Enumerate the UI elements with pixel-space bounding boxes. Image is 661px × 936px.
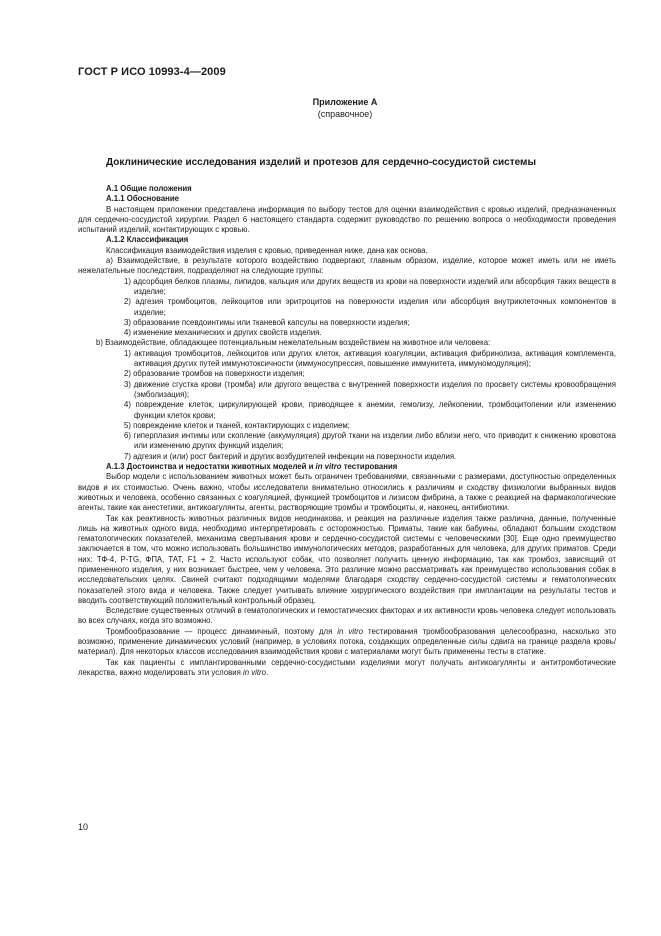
body-text — [78, 184, 616, 678]
list-item-b3: 3) движение сгустка крови (тромба) или другого вещества с внутренней поверхности изделия по просвету системы кровообращения (эмболизация); — [124, 379, 616, 399]
section-heading-a11: А.1.1 Обоснование — [106, 194, 180, 204]
p4-italic: in vitro — [337, 626, 364, 636]
paragraph-thrombus — [78, 627, 616, 658]
list-item-b7: 7) адгезия и (или) рост бактерий и других возбудителей инфекции на поверхности изделия. — [124, 451, 457, 461]
appendix-subtitle: (справочное) — [317, 109, 373, 119]
section-heading-a13 — [78, 462, 616, 472]
section-heading-a1: А.1 Общие положения — [106, 184, 192, 193]
list-item-a3: 3) образование псевдоинтимы или тканевой капсулы на поверхности изделия; — [124, 317, 410, 327]
heading-a13-pre: А.1.3 Достоинства и недостатки животных моделей и — [106, 462, 316, 472]
list-item-a2: 2) адгезия тромбоцитов, лейкоцитов или эритроцитов на поверхности изделия или абсорбция внутриклеточных компонентов в изделие; — [124, 297, 616, 317]
paragraph-anticoagulants — [78, 658, 616, 679]
paragraph-reactivity: Так как реактивность животных различных видов неодинакова, и реакция на различные изделия также различна, данные, полученные лишь на животных одного вида, необходимо интерпретировать с осторожностью. Приматы, такие как бабуины, обладают большим сходством гематологических показателей, механизма свертывания крови и сердечно-сосудистой системы с человеческими [30]. Еще одно преимущество заключается в том, что можно использовать большинство иммунологических методов, разработанных для человека, для других приматов. Среди них: ТФ-4, Р-TG, ФПА, ТАТ, F1 + 2. Часто используют собак, что позволяет получить ценную информацию, так как тромбоз, зависящий от примененного изделия, у них возникает быстрее, чем у человека. Это различие можно рассматривать как преимущество использования собак в исследовательских целях. Свиней считают подходящими моделями благодаря сходству сердечно-сосудистой системы и гематологических показателей этого вида и человека. Также следует учитывать влияние хирургического воздействия при имплантации на результаты тестов и вводить соответствующий положительный контрольный образец. — [78, 513, 616, 605]
list-item-b6: 6) гиперплазия интимы или скопление (аккумуляция) другой ткани на изделии либо вблизи него, что приводит к снижению кровотока или изменению других функций изделия; — [124, 431, 616, 451]
list-item-b1: 1) активация тромбоцитов, лейкоцитов или других клеток, активация коагуляции, активация фибринолиза, активация комплемента, активация других путей иммунотоксичности (иммуносупрессия, повышение иммунитета, иммуномодуляция); — [124, 348, 616, 369]
list-item-b2: 2) образование тромбов на поверхности изделия; — [124, 369, 305, 379]
section-heading-a12: А.1.2 Классификация — [106, 235, 189, 245]
heading-a13-post: тестирования — [341, 462, 398, 472]
list-item-a: а) Взаимодействие, в результате которого воздействию подвергают, главным образом, изделие, которое может иметь или не иметь нежелательные последствия, подразделяют на следующие группы: — [78, 256, 616, 276]
list-item-a4: 4) изменение механических и других свойств изделия. — [124, 328, 322, 338]
main-title: Доклинические исследования изделий и протезов для сердечно-сосудистой системы — [106, 157, 536, 168]
document-id: ГОСТ Р ИСО 10993-4—2009 — [78, 66, 226, 78]
p5-post: . — [265, 667, 269, 677]
p5-italic: in vitro — [242, 667, 266, 677]
paragraph-models: Выбор модели с использованием животных может быть ограничен требованиями, связанными с размерами, доступностью определенных видов и их стоимостью. Очень важно, чтобы исследователи внимательно относились к различиям и сходству физиологии выбранных видов животных и человека, особенно связанных с коагуляцией, функцией тромбоцитов и лизисом фибрина, а также с реакцией на фармакологические агенты, такие как анестетики, антикоагулянты, агенты, растворяющие тромбы и тромбоциты, и, наконец, антибиотики. — [78, 472, 616, 513]
list-item-a1: 1) адсорбция белков плазмы, липидов, кальция или других веществ из крови на поверхности изделий или абсорбция таких веществ в изделие; — [124, 276, 616, 296]
appendix-title: Приложение А — [312, 97, 378, 107]
p4-pre: Тромбообразование — процесс динамичный, поэтому для — [106, 626, 338, 636]
p4-post: тестирования тромбообразования целесообразно, насколько это возможно, применение динамических условий (например, в условиях потока, создающих определенные силы сдвига на границе раздела кровь/материал). Для некоторых классов исследования взаимодействия крови с материалами могут быть применены тесты в статике. — [78, 626, 617, 657]
heading-a13-italic: in vitro — [315, 462, 342, 472]
page-number: 10 — [78, 822, 89, 832]
list-item-b4: 4) повреждение клеток, циркулирующей крови, приводящее к анемии, гемолизу, лейкопении, тромбоцитопении или изменению функции клеток крови; — [124, 400, 616, 420]
paragraph-intro: В настоящем приложении представлена информация по выбору тестов для оценки взаимодействия с кровью изделий, предназначенных для сердечно-сосудистой хирургии. Раздел 6 настоящего стандарта содержит руководство по решению вопроса о необходимости проведения испытаний изделий, контактирующих с кровью. — [78, 204, 616, 235]
paragraph-human-blood: Вследствие существенных отличий в гематологических и гемостатических факторах и их активности кровь человека следует использовать во всех случаях, когда это возможно. — [78, 606, 616, 626]
p5-pre: Так как пациенты с имплантированными сердечно-сосудистыми изделиями могут получать антикоагулянты и антитромботические лекарства, важно моделировать эти условия — [78, 657, 616, 677]
paragraph-classification: Классификация взаимодействия изделия с кровью, приведенная ниже, дана как основа. — [106, 245, 428, 255]
list-item-b: b) Взаимодействие, обладающее потенциальным нежелательным воздействием на животное или человека: — [96, 338, 491, 348]
list-item-b5: 5) повреждение клеток и тканей, контактирующих с изделием; — [124, 420, 350, 430]
